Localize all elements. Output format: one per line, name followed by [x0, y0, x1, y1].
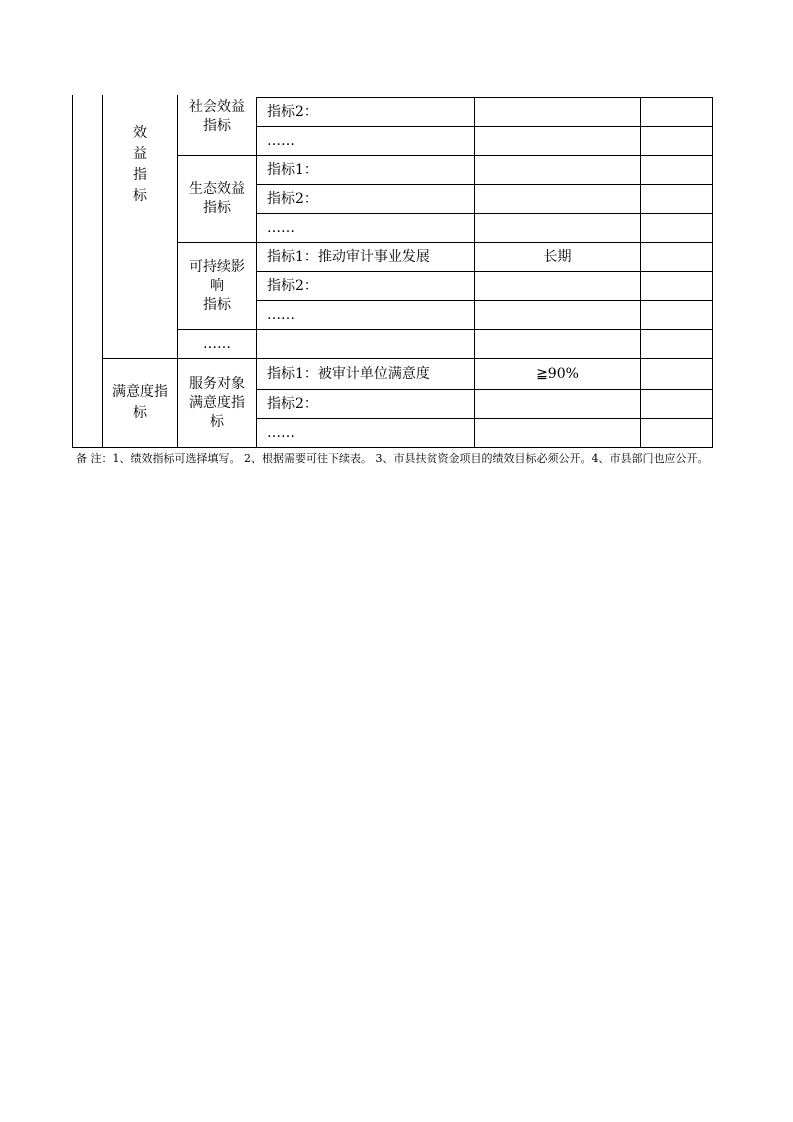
- level2-label-ecological: 生态效益 指标: [189, 181, 245, 216]
- value-cell: [475, 301, 640, 329]
- level1-label-benefit: 效 益 指 标: [133, 125, 147, 204]
- column-divider: [640, 97, 641, 448]
- value-cell: [475, 419, 640, 447]
- indicator-cell: ……: [267, 132, 295, 149]
- indicator-cell: 指标1：被审计单位满意度: [267, 365, 430, 382]
- column-divider: [712, 97, 713, 448]
- value-cell: ≧90%: [536, 365, 579, 382]
- value-cell: [475, 390, 640, 418]
- indicator-cell: ……: [267, 306, 295, 323]
- value-cell: [475, 214, 640, 242]
- indicator-cell: 指标2：: [267, 190, 318, 207]
- value-cell: [475, 156, 640, 184]
- level2-label-ellipsis: ……: [203, 335, 231, 352]
- value-cell: [475, 330, 640, 358]
- table-bottom-border: [72, 447, 713, 448]
- indicator-cell: 指标1：推动审计事业发展: [267, 248, 430, 265]
- value-cell: [475, 272, 640, 300]
- indicator-cell: 指标2：: [267, 103, 318, 120]
- level2-label-social: 社会效益 指标: [189, 99, 245, 134]
- value-cell: [475, 127, 640, 155]
- indicator-cell: 指标2：: [267, 395, 318, 412]
- level2-label-service-satisfaction: 服务对象 满意度指 标: [189, 375, 245, 430]
- value-cell: [475, 98, 640, 126]
- level2-label-sustainability: 可持续影 响 指标: [189, 258, 245, 313]
- indicator-cell: ……: [267, 219, 295, 236]
- footnote: 备 注：1、绩效指标可选择填写。 2、根据需要可往下续表。 3、市县扶贫资金项目的绩效目标必须公开。4、市县部门也应公开。: [76, 452, 709, 465]
- indicator-cell: 指标1：: [267, 161, 318, 178]
- value-cell: 长期: [543, 248, 572, 265]
- indicator-cell: [257, 330, 474, 358]
- column-divider: [72, 95, 73, 448]
- indicator-cell: ……: [267, 424, 295, 441]
- level1-label-satisfaction: 满意度指 标: [112, 384, 168, 421]
- value-cell: [475, 185, 640, 213]
- indicator-cell: 指标2：: [267, 277, 318, 294]
